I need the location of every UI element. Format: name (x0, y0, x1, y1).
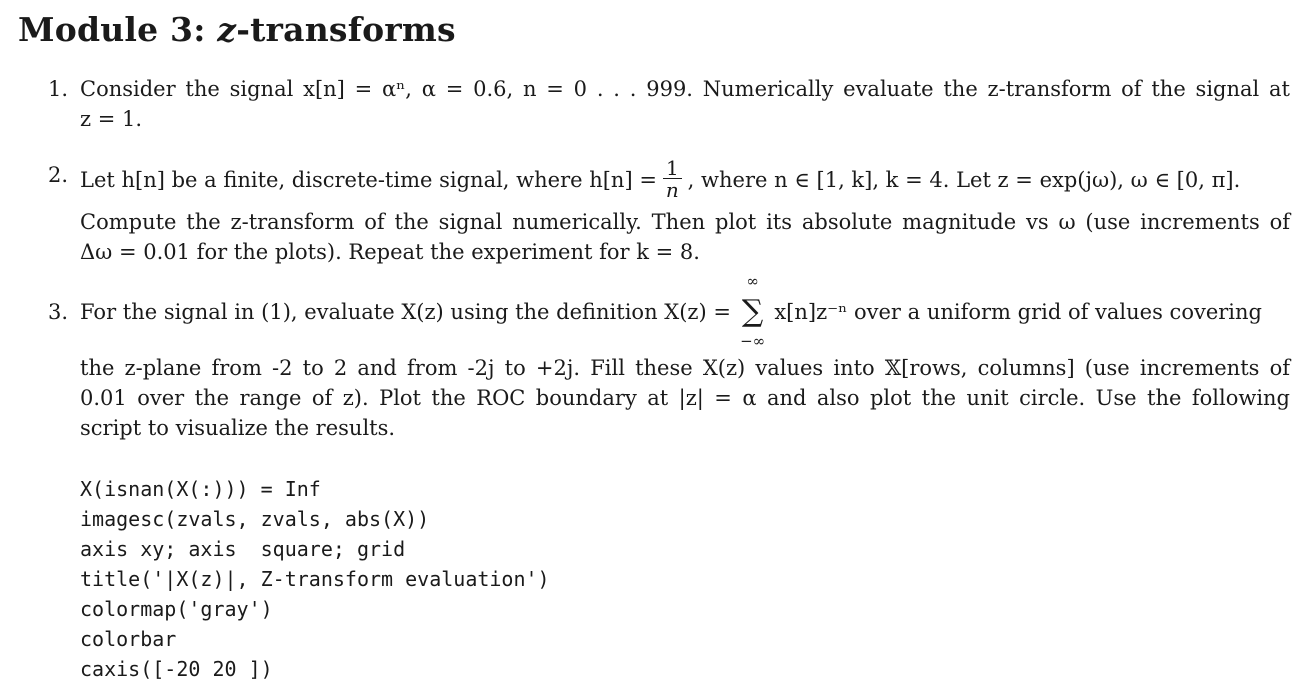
problem-text-line: Let h[n] be a finite, discrete-time signal, where h[n] = $\frac{1}{n}$ , where n ∈ [1, k], k = 4. Let z = exp(jω), ω ∈ [0, π]. (80, 156, 1241, 202)
problem-number: 2. (48, 163, 69, 187)
code-line: colormap('gray') (80, 597, 273, 621)
code-line: caxis([-20 20 ]) (80, 657, 273, 681)
code-line: imagesc(zvals, zvals, abs(X)) (80, 507, 430, 531)
code-line: colorbar (80, 627, 177, 651)
problem-text-line: For the signal in (1), evaluate X(z) using the definition X(z) = ∞ ∑ −∞ x[n]z⁻ⁿ over a uniform grid of values covering (80, 271, 1262, 350)
problem-text-line: script to visualize the results. (80, 415, 396, 440)
code-line: axis xy; axis square; grid (80, 537, 406, 561)
problem-number: 1. (48, 77, 69, 101)
code-line: title('|X(z)|, Z-transform evaluation') (80, 567, 550, 591)
problem-text-line: Δω = 0.01 for the plots). Repeat the experiment for k = 8. (80, 240, 700, 264)
problem-number: 3. (48, 300, 69, 324)
matlab-code-block (80, 474, 550, 684)
problem-text-line: 0.01 over the range of z). Plot the ROC boundary at |z| = α and also plot the unit circle. Use the following (80, 385, 1290, 410)
problem-text-line: Compute the z-transform of the signal numerically. Then plot its absolute magnitude vs ω (use increments of (80, 210, 1290, 234)
summation-symbol: ∞ ∑ −∞ (740, 271, 766, 350)
code-line: X(isnan(X(:))) = Inf (80, 477, 321, 501)
problem-text-line: the z-plane from -2 to 2 and from -2j to +2j. Fill these X(z) values into 𝕏[rows, columns] (use increments of (80, 355, 1290, 380)
problem-text-line: z = 1. (80, 107, 143, 131)
problem-text-line: Consider the signal x[n] = αⁿ, α = 0.6, n = 0 . . . 999. Numerically evaluate the z-transform of the signal at (80, 77, 1290, 101)
page-title: Module 3: z-transforms (18, 10, 456, 49)
fraction: $\frac{1}{n}$ (663, 158, 682, 201)
